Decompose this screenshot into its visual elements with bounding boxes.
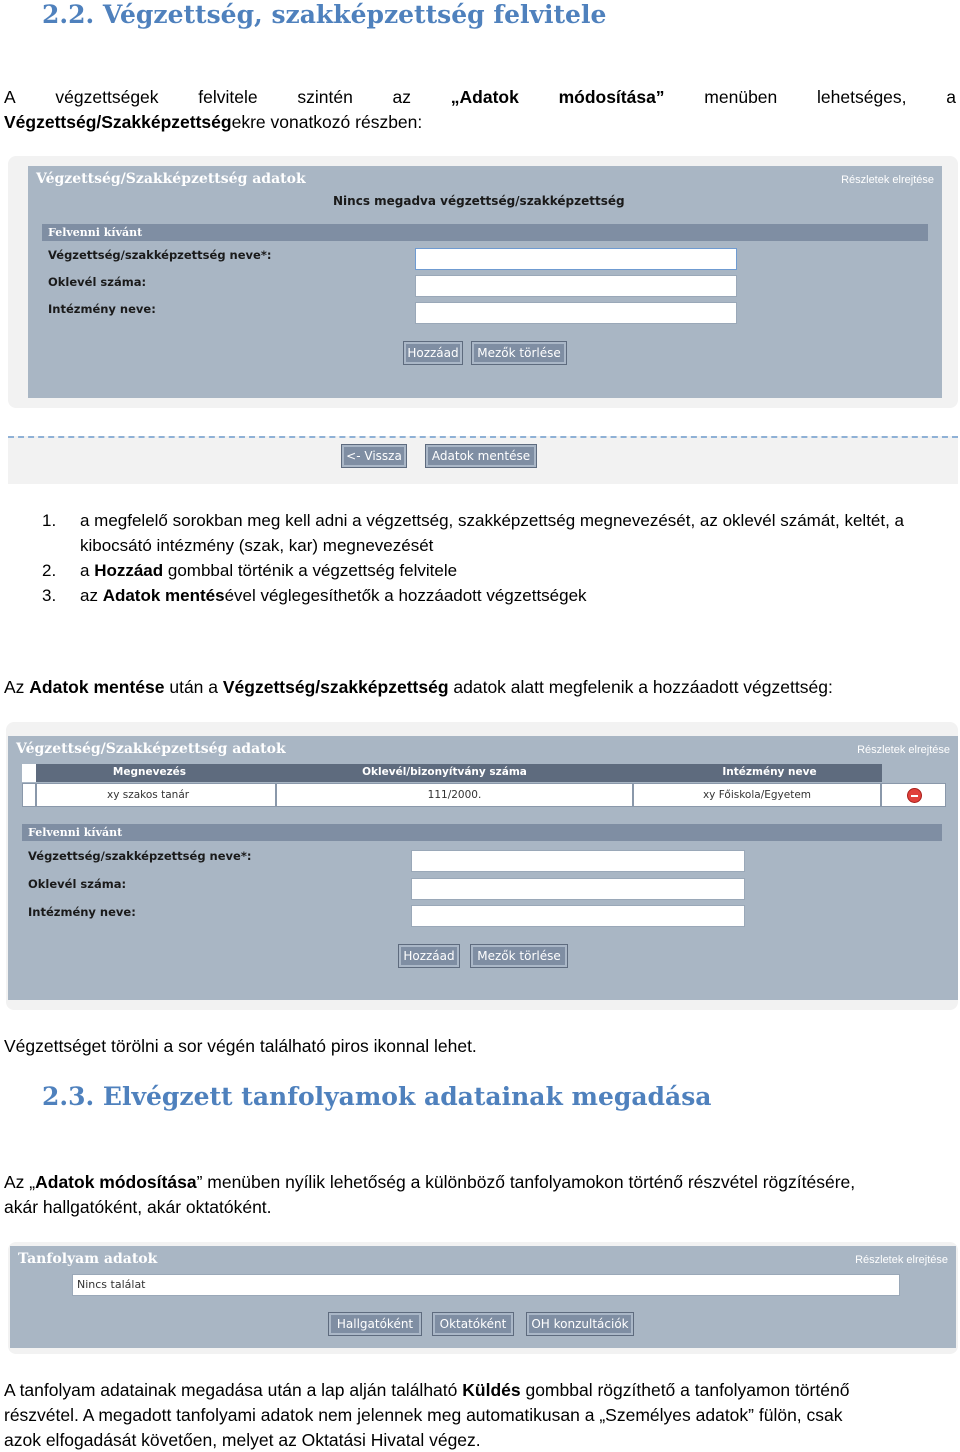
degree-name-label-text: Végzettség/szakképzettség neve (28, 849, 241, 863)
row-institution: xy Főiskola/Egyetem (633, 783, 881, 807)
text: ” menüben nyílik lehetőség a különböző tanfolyamokon történő részvétel rögzítésére, (196, 1172, 856, 1192)
clear-fields-button[interactable]: Mezők törlése (471, 341, 567, 365)
intro-line-1 (4, 85, 956, 110)
steps-list (0, 508, 940, 608)
paragraph-line: részvétel. A megadott tanfolyami adatok nem jelennek meg automatikusan a „Személyes adatok” fülön, csak (4, 1405, 843, 1425)
intro-line-2 (4, 110, 422, 135)
panel-title: Végzettség/Szakképzettség adatok (36, 171, 306, 187)
row-name: xy szakos tanár (36, 783, 276, 807)
degree-name-label (48, 248, 271, 262)
oh-consultations-button[interactable]: OH konzultációk (526, 1312, 634, 1336)
step-number: 2. (42, 561, 57, 580)
as-listener-button[interactable]: Hallgatóként (328, 1312, 422, 1336)
panel-title: Tanfolyam adatok (18, 1251, 158, 1267)
institution-label: Intézmény neve: (48, 302, 156, 316)
table-row (22, 783, 952, 807)
closing-paragraph (4, 1378, 956, 1452)
step-3 (0, 583, 940, 608)
institution-input[interactable] (411, 905, 745, 927)
step-text: az (80, 586, 103, 605)
intro-word: a (946, 87, 956, 107)
dashed-divider (8, 436, 958, 438)
institution-label: Intézmény neve: (28, 905, 136, 919)
section-heading-2-3: 2.3. Elvégzett tanfolyamok adatainak megadása (42, 1082, 712, 1111)
row-delete-cell (881, 783, 946, 807)
sub-title: Felvenni kívánt (42, 224, 928, 241)
course-list-box: Nincs találat (72, 1274, 900, 1296)
degree-name-label (28, 849, 251, 863)
col-header-institution: Intézmény neve (722, 766, 817, 778)
bold-text: Végzettség/szakképzettség (222, 677, 449, 697)
intro-word: A (4, 87, 16, 107)
step-text: ével véglegesíthetők a hozzáadott végzettségek (224, 586, 587, 605)
text: után a (164, 677, 223, 697)
intro-word: szintén (297, 87, 353, 107)
diploma-label: Oklevél száma: (28, 877, 127, 891)
intro-word: az (392, 87, 412, 107)
row-diploma: 111/2000. (276, 783, 633, 807)
action-bar (8, 436, 958, 484)
paragraph-line (4, 1378, 956, 1403)
paragraph-line: azok elfogadását követően, melyet az Oktatási Hivatal végez. (4, 1430, 481, 1450)
section-heading-2-2: 2.2. Végzettség, szakképzettség felvitele (42, 0, 607, 29)
hide-details-link[interactable]: Részletek elrejtése (841, 174, 934, 186)
intro-word-bold: módosítása” (558, 87, 665, 107)
after-save-paragraph (4, 675, 833, 700)
degree-name-input[interactable] (415, 248, 737, 270)
intro-rest: ekre vonatkozó részben: (231, 112, 423, 132)
intro-word: felvitele (198, 87, 258, 107)
step-text: gombbal történik a végzettség felvitele (163, 561, 458, 580)
text: A tanfolyam adatainak megadása után a lap alján található (4, 1380, 463, 1400)
degree-panel-with-row (8, 736, 958, 1000)
step-1 (0, 508, 940, 558)
add-button[interactable]: Hozzáad (403, 341, 463, 365)
back-button[interactable]: <- Vissza (341, 444, 407, 468)
diploma-input[interactable] (411, 878, 745, 900)
intro-word: lehetséges, (817, 87, 907, 107)
as-teacher-button[interactable]: Oktatóként (432, 1312, 514, 1336)
intro-word: menüben (704, 87, 778, 107)
panel-title: Végzettség/Szakképzettség adatok (16, 741, 286, 757)
intro-word-bold: „Adatok (450, 87, 519, 107)
text: Az (4, 677, 30, 697)
step-number: 3. (42, 586, 57, 605)
step-2 (0, 558, 940, 583)
minus-glyph (911, 795, 918, 797)
required-mark: *: (260, 248, 272, 262)
col-header-diploma: Oklevél/bizonyítvány száma (362, 766, 527, 778)
row-check[interactable] (22, 783, 36, 807)
degree-name-input[interactable] (411, 850, 745, 872)
clear-fields-button[interactable]: Mezők törlése (470, 944, 568, 968)
bold-text: Adatok mentése (29, 677, 165, 697)
col-check (22, 764, 36, 782)
step-text: a (80, 561, 95, 580)
text: Az „ (4, 1172, 36, 1192)
degree-name-label-text: Végzettség/szakképzettség neve (48, 248, 261, 262)
diploma-label: Oklevél száma: (48, 275, 147, 289)
empty-message: Nincs megadva végzettség/szakképzettség (333, 194, 625, 208)
delete-note: Végzettséget törölni a sor végén található piros ikonnal lehet. (4, 1036, 477, 1056)
section-2-3-paragraph (4, 1170, 956, 1220)
intro-bold-term: Végzettség/Szakképzettség (4, 112, 232, 132)
institution-input[interactable] (415, 302, 737, 324)
col-header-name: Megnevezés (112, 766, 187, 778)
bold-text: Adatok módosítása (35, 1172, 197, 1192)
add-button[interactable]: Hozzáad (398, 944, 460, 968)
delete-icon[interactable] (907, 788, 922, 803)
save-data-button[interactable]: Adatok mentése (425, 444, 537, 468)
required-mark: *: (240, 849, 252, 863)
text: gombbal rögzíthető a tanfolyamon történő (520, 1380, 850, 1400)
step-text: a megfelelő sorokban meg kell adni a végzettség, szakképzettség megnevezését, az oklevél számát, keltét, a kibocsátó intézmény (szak, kar) megnevezését (80, 511, 905, 555)
sub-title: Felvenni kívánt (22, 824, 942, 841)
bold-text: Küldés (462, 1380, 521, 1400)
course-panel (10, 1246, 956, 1348)
paragraph-line (4, 1170, 956, 1195)
step-bold: Hozzáad (94, 561, 164, 580)
step-number: 1. (42, 511, 57, 530)
diploma-input[interactable] (415, 275, 737, 297)
intro-word: végzettségek (55, 87, 159, 107)
text: adatok alatt megfelenik a hozzáadott végzettség: (448, 677, 833, 697)
table-header-row (22, 764, 882, 782)
hide-details-link[interactable]: Részletek elrejtése (855, 1254, 948, 1266)
degree-panel (28, 166, 942, 398)
step-bold: Adatok mentés (102, 586, 225, 605)
hide-details-link[interactable]: Részletek elrejtése (857, 744, 950, 756)
paragraph-line: akár hallgatóként, akár oktatóként. (4, 1197, 272, 1217)
